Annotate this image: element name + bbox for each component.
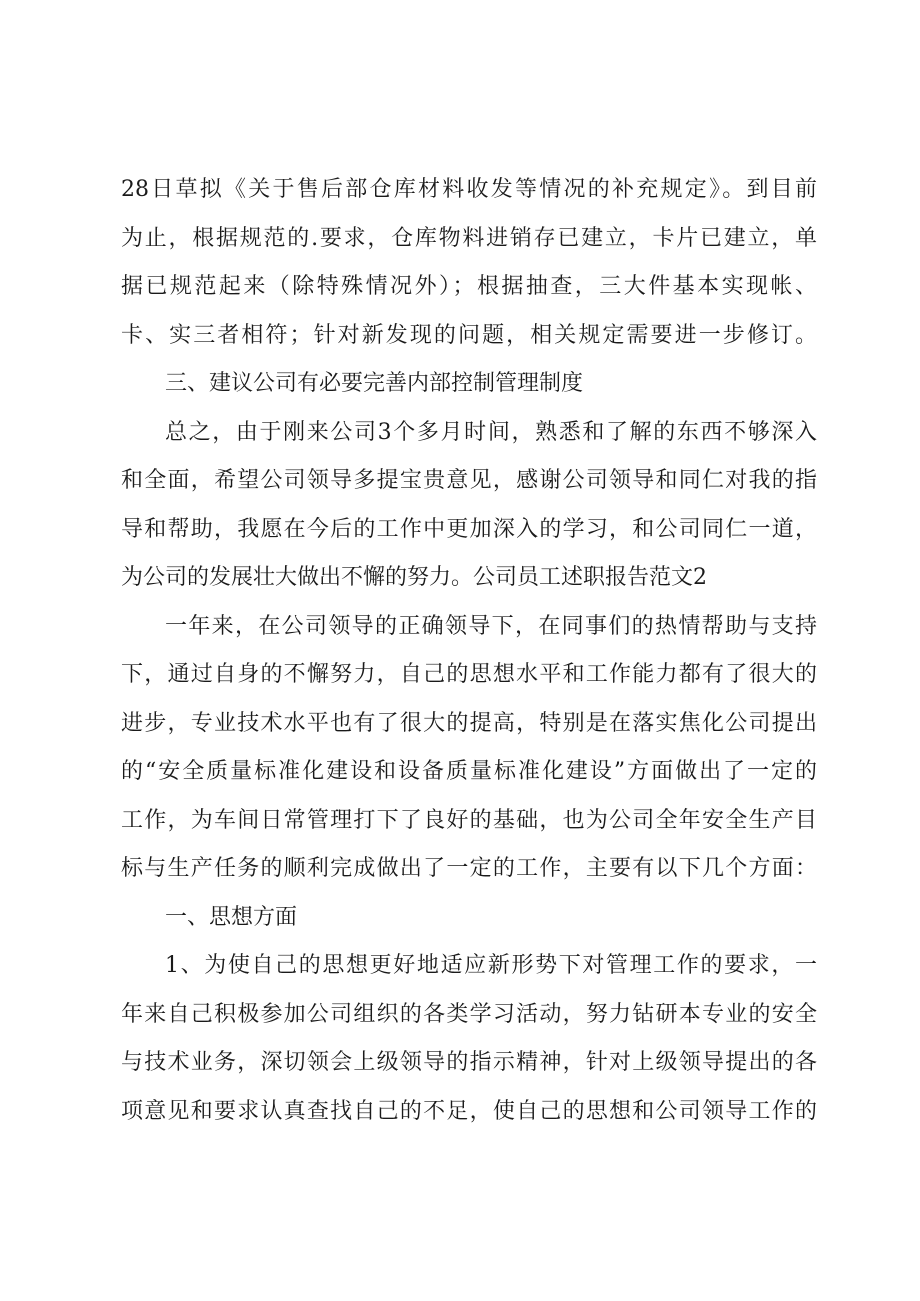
text-line: 和全面，希望公司领导多提宝贵意见，感谢公司领导和同仁对我的指	[121, 468, 817, 493]
text-line: 与技术业务，深切领会上级领导的指示精神，针对上级领导提出的各	[121, 1050, 817, 1075]
text-line: 1、为使自己的思想更好地适应新形势下对管理工作的要求，一	[165, 953, 817, 978]
text-line: 项意见和要求认真查找自己的不足，使自己的思想和公司领导工作的	[121, 1098, 817, 1124]
document-body	[121, 166, 817, 1136]
text-line: 下，通过自身的不懈努力，自己的思想水平和工作能力都有了很大的	[121, 662, 817, 687]
text-line: 标与生产任务的顺利完成做出了一定的工作，主要有以下几个方面：	[121, 856, 817, 881]
text-line: 年来自己积极参加公司组织的各类学习活动，努力钻研本专业的安全	[121, 1001, 817, 1027]
section-heading: 一、思想方面	[165, 904, 298, 930]
text-line: 工作，为车间日常管理打下了良好的基础，也为公司全年安全生产目	[121, 807, 817, 833]
text-line: 总之，由于刚来公司3个多月时间，熟悉和了解的东西不够深入	[165, 419, 817, 445]
text-line: 一年来，在公司领导的正确领导下，在同事们的热情帮助与支持	[165, 613, 817, 639]
text-line: 28日草拟《关于售后部仓库材料收发等情况的补充规定》。到目前	[121, 177, 817, 202]
text-line: 进步，专业技术水平也有了很大的提高，特别是在落实焦化公司提出	[121, 710, 817, 736]
text-line: 卡、实三者相符；针对新发现的问题，相关规定需要进一步修订。	[121, 322, 817, 348]
text-line: 的“安全质量标准化建设和设备质量标准化建设”方面做出了一定的	[121, 759, 817, 784]
text-line: 为公司的发展壮大做出不懈的努力。公司员工述职报告范文2	[121, 565, 707, 590]
text-line: 为止，根据规范的.要求，仓库物料进销存已建立，卡片已建立，单	[121, 225, 817, 251]
text-line: 据已规范起来（除特殊情况外）；根据抽查，三大件基本实现帐、	[121, 274, 817, 299]
section-heading: 三、建议公司有必要完善内部控制管理制度	[165, 371, 584, 396]
text-line: 导和帮助，我愿在今后的工作中更加深入的学习，和公司同仁一道，	[121, 516, 817, 542]
